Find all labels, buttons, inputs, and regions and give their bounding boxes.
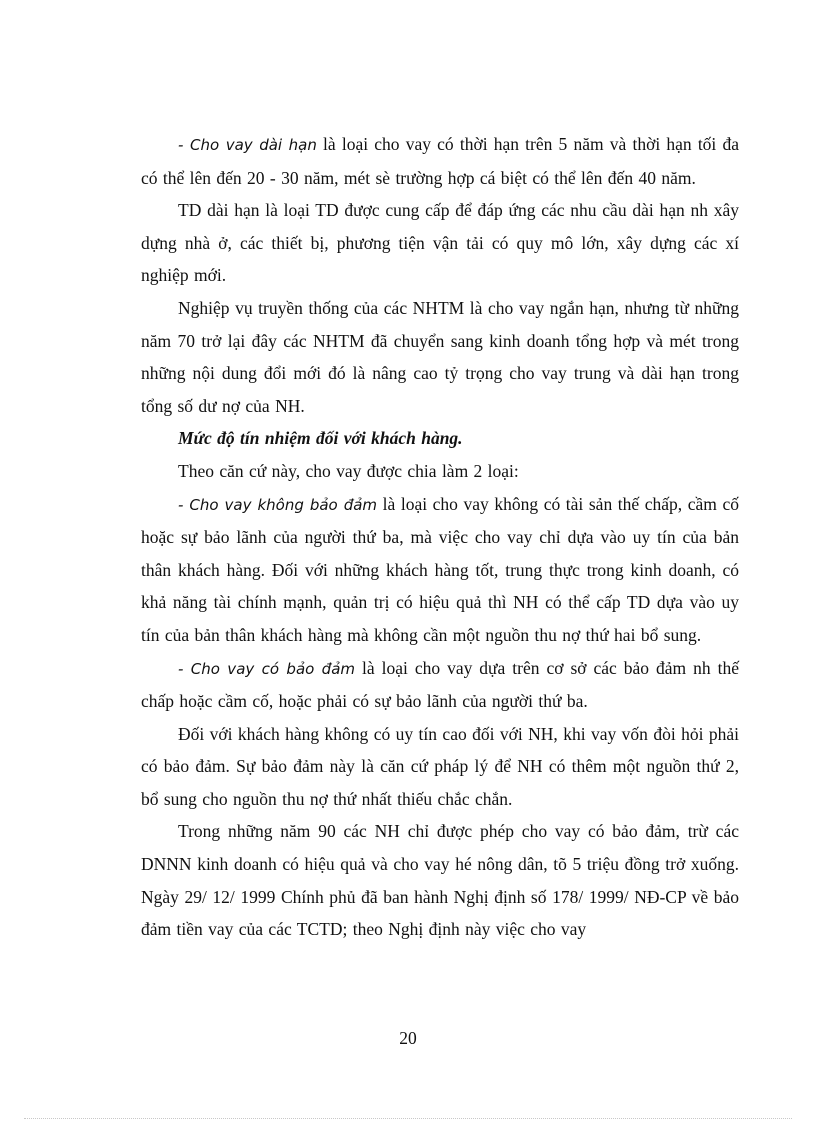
paragraph-text: là loại cho vay dựa trên cơ sở các bảo đảm nh thế chấp hoặc cầm cố, hoặc phải có sự bảo lãnh của người thứ ba. xyxy=(141,657,740,712)
paragraph-nineties-policy xyxy=(141,815,739,945)
page-body xyxy=(141,128,739,946)
paragraph-text: là loại cho vay có thời hạn trên 5 năm và thời hạn tối đa có thể lên đến 20 - 30 năm, mét sè trường hợp cá biệt có thể lên đến 40 năm. xyxy=(141,134,739,188)
paragraph-text: Nghiệp vụ truyền thống của các NHTM là cho vay ngắn hạn, nhưng từ những năm 70 trở lại đây các NHTM đã chuyển sang kinh doanh tổng hợp và mét trong những nội dung đổi mới đó là nâng cao tỷ trọng cho vay trung và dài hạn trong tổng số dư nợ của NH. xyxy=(141,297,739,416)
paragraph-text: TD dài hạn là loại TD được cung cấp để đáp ứng các nhu cầu dài hạn nh xây dựng nhà ở, các thiết bị, phương tiện vận tải có quy mô lớn, xây dựng các xí nghiệp mới. xyxy=(141,200,739,286)
term-secured-loan: - Cho vay có bảo đảm xyxy=(178,659,356,678)
paragraph-traditional-business xyxy=(141,292,739,422)
page-number: 20 xyxy=(399,1028,417,1048)
heading-text: Mức độ tín nhiệm đối với khách hàng. xyxy=(178,428,463,449)
paragraph-text: Đối với khách hàng không có uy tín cao đối với NH, khi vay vốn đòi hỏi phải có bảo đảm. Sự bảo đảm này là căn cứ pháp lý để NH có thêm một nguồn thứ 2, bổ sung cho nguồn thu nợ thứ nhất thiếu chắc chắn. xyxy=(141,723,739,809)
paragraph-text: Theo căn cứ này, cho vay được chia làm 2 loại: xyxy=(178,460,519,481)
bottom-divider xyxy=(24,1118,792,1119)
paragraph-secured-loan xyxy=(141,652,739,718)
paragraph-low-credibility xyxy=(141,718,739,816)
paragraph-unsecured-loan xyxy=(141,488,739,652)
paragraph-text: Trong những năm 90 các NH chỉ được phép cho vay có bảo đảm, trừ các DNNN kinh doanh có hiệu quả và cho vay hé nông dân, tõ 5 triệu đồng trở xuống. Ngày 29/ 12/ 1999 Chính phủ đã ban hành Nghị định số 178/ 1999/ NĐ-CP về bảo đảm tiền vay của các TCTD; theo Nghị định này việc cho vay xyxy=(141,821,739,940)
term-unsecured-loan: - Cho vay không bảo đảm xyxy=(178,495,378,514)
term-long-term-loan: - Cho vay dài hạn xyxy=(178,136,317,154)
paragraph-long-term-loan xyxy=(141,128,739,194)
section-heading xyxy=(141,422,739,455)
paragraph-classification xyxy=(141,455,739,488)
paragraph-long-term-credit xyxy=(141,194,739,292)
paragraph-text: là loại cho vay không có tài sản thế chấp, cầm cố hoặc sự bảo lãnh của người thứ ba, mà việc cho vay chỉ dựa vào uy tín của bản thân khách hàng. Đối với những khách hàng tốt, trung thực trong kinh doanh, có khả năng tài chính mạnh, quản trị có hiệu quả thì NH có thể cấp TD dựa vào uy tín của bản thân khách hàng mà không cần một nguồn thu nợ thứ hai bổ sung. xyxy=(141,493,739,645)
